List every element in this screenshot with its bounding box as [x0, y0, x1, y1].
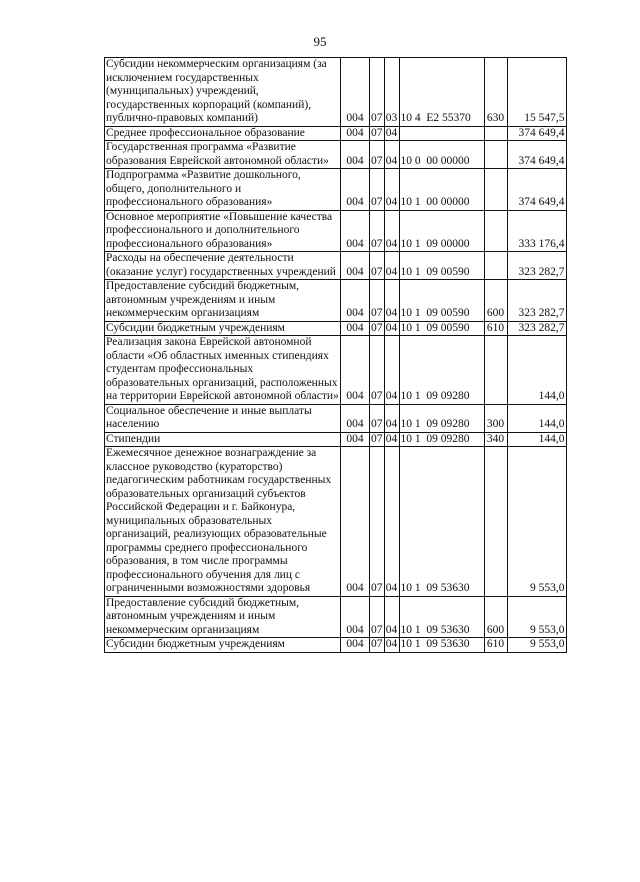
row-sum: 374 649,4	[507, 126, 566, 141]
row-pr: 04	[385, 321, 398, 334]
table-row	[105, 210, 567, 252]
row-sum: 323 282,7	[507, 280, 566, 322]
row-pr: 04	[384, 210, 399, 252]
row-pr: 04	[384, 280, 399, 322]
row-vr	[484, 169, 507, 211]
row-name: Субсидии бюджетным учреждениям	[105, 321, 341, 336]
row-rz: 07	[371, 432, 383, 445]
row-csr: 10 1 09 00590	[399, 252, 484, 280]
table-row	[105, 58, 567, 127]
row-pr: 04	[384, 169, 399, 211]
row-rz: 07	[371, 126, 383, 139]
row-sum: 144,0	[507, 336, 566, 405]
table-row	[105, 447, 567, 597]
table-row	[105, 336, 567, 405]
row-ved: 004	[341, 447, 370, 597]
row-name: Подпрограмма «Развитие дошкольного, общего, дополнительного и профессионального образования»	[105, 169, 341, 211]
row-name: Расходы на обеспечение деятельности (оказание услуг) государственных учреждений	[105, 252, 341, 280]
row-rz: 07	[370, 58, 385, 127]
row-sum: 9 553,0	[507, 596, 566, 638]
row-csr: 10 1 09 09280	[399, 404, 484, 432]
row-vr: 600	[484, 596, 507, 638]
row-ved: 004	[341, 596, 370, 638]
row-sum: 333 176,4	[507, 210, 566, 252]
row-ved: 004	[341, 141, 370, 169]
table-row	[105, 141, 567, 169]
row-name: Предоставление субсидий бюджетным, автономным учреждениям и иным некоммерческим организациям	[105, 280, 341, 322]
row-name: Социальное обеспечение и иные выплаты населению	[105, 404, 341, 432]
row-rz: 07	[370, 252, 385, 280]
row-rz: 07	[370, 596, 385, 638]
row-pr: 04	[384, 596, 399, 638]
row-vr: 630	[484, 58, 507, 127]
row-name: Субсидии бюджетным учреждениям	[105, 638, 341, 653]
row-csr: 10 1 09 09280	[399, 336, 484, 405]
table-row	[105, 280, 567, 322]
row-ved: 004	[341, 321, 370, 336]
row-name: Государственная программа «Развитие образования Еврейской автономной области»	[105, 141, 341, 169]
row-name: Ежемесячное денежное вознаграждение за классное руководство (кураторство) педагогическим работникам государственных образовательных организаций субъектов Российской Федерации и г. Байконура, муниципальных образовательных организаций, реализующих образовательные программы среднего профессионального образования, в том числе программы профессионального обучения для лиц с ограниченными возможностями здоровья	[105, 447, 341, 597]
row-sum: 144,0	[507, 432, 566, 447]
row-name: Предоставление субсидий бюджетным, автономным учреждениям и иным некоммерческим организациям	[105, 596, 341, 638]
row-rz: 07	[370, 169, 385, 211]
row-ved: 004	[341, 252, 370, 280]
row-sum: 9 553,0	[507, 447, 566, 597]
row-ved: 004	[341, 638, 370, 653]
row-rz: 07	[370, 210, 385, 252]
table-row	[105, 404, 567, 432]
row-sum: 144,0	[507, 404, 566, 432]
row-ved: 004	[341, 58, 370, 127]
row-sum: 9 553,0	[507, 638, 566, 653]
row-rz: 07	[370, 404, 385, 432]
row-pr: 04	[384, 447, 399, 597]
row-vr	[484, 447, 507, 597]
row-vr	[484, 126, 507, 141]
row-csr: 10 1 09 53630	[399, 638, 484, 653]
table-row	[105, 252, 567, 280]
row-vr	[484, 252, 507, 280]
row-ved: 004	[341, 169, 370, 211]
table-row	[105, 596, 567, 638]
row-csr: 10 1 09 00000	[399, 210, 484, 252]
row-vr: 610	[484, 321, 507, 336]
row-ved: 004	[341, 336, 370, 405]
row-pr: 04	[384, 404, 399, 432]
row-csr: 10 1 09 09280	[399, 432, 484, 447]
row-name: Стипендии	[105, 432, 341, 447]
row-csr	[399, 126, 484, 141]
row-ved: 004	[341, 280, 370, 322]
page-number: 95	[313, 34, 327, 49]
row-pr: 04	[384, 336, 399, 405]
row-csr: 10 1 00 00000	[399, 169, 484, 211]
row-rz: 07	[370, 141, 385, 169]
budget-table	[104, 57, 567, 653]
row-pr: 04	[385, 638, 398, 650]
row-ved: 004	[341, 210, 370, 252]
row-vr: 610	[484, 638, 507, 653]
row-pr: 04	[384, 141, 399, 169]
table-row	[105, 126, 567, 141]
row-vr: 340	[484, 432, 507, 447]
table-row	[105, 321, 567, 336]
row-pr: 03	[384, 58, 399, 127]
table-row	[105, 638, 567, 653]
row-pr: 04	[385, 126, 398, 139]
row-vr	[484, 336, 507, 405]
row-sum: 323 282,7	[507, 252, 566, 280]
table-row	[105, 432, 567, 447]
row-csr: 10 1 09 00590	[399, 280, 484, 322]
row-sum: 374 649,4	[507, 169, 566, 211]
row-csr: 10 0 00 00000	[399, 141, 484, 169]
row-csr: 10 4 E2 55370	[399, 58, 484, 127]
row-pr: 04	[384, 252, 399, 280]
row-vr	[484, 210, 507, 252]
row-sum: 374 649,4	[507, 141, 566, 169]
row-name: Субсидии некоммерческим организациям (за исключением государственных (муниципальных) учреждений, государственных корпораций (компаний), публично-правовых компаний)	[105, 58, 341, 127]
row-rz: 07	[370, 447, 385, 597]
row-name: Реализация закона Еврейской автономной области «Об областных именных стипендиях студентам профессиональных образовательных организаций, расположенных на территории Еврейской автономной области»	[106, 336, 339, 402]
row-ved: 004	[341, 404, 370, 432]
row-vr: 300	[484, 404, 507, 432]
row-rz: 07	[370, 280, 385, 322]
row-rz: 07	[371, 638, 383, 650]
row-pr: 04	[385, 432, 398, 445]
table-row	[105, 169, 567, 211]
row-rz: 07	[370, 336, 385, 405]
row-ved: 004	[341, 126, 370, 141]
row-vr	[484, 141, 507, 169]
row-ved: 004	[341, 432, 370, 447]
row-rz: 07	[371, 321, 383, 334]
row-sum: 323 282,7	[507, 321, 566, 336]
row-csr: 10 1 09 53630	[399, 447, 484, 597]
row-sum: 15 547,5	[507, 58, 566, 127]
row-name: Среднее профессиональное образование	[105, 126, 341, 141]
row-name: Основное мероприятие «Повышение качества профессионального и дополнительного профессионального образования»	[105, 210, 341, 252]
row-csr: 10 1 09 53630	[399, 596, 484, 638]
row-vr: 600	[484, 280, 507, 322]
row-csr: 10 1 09 00590	[399, 321, 484, 336]
